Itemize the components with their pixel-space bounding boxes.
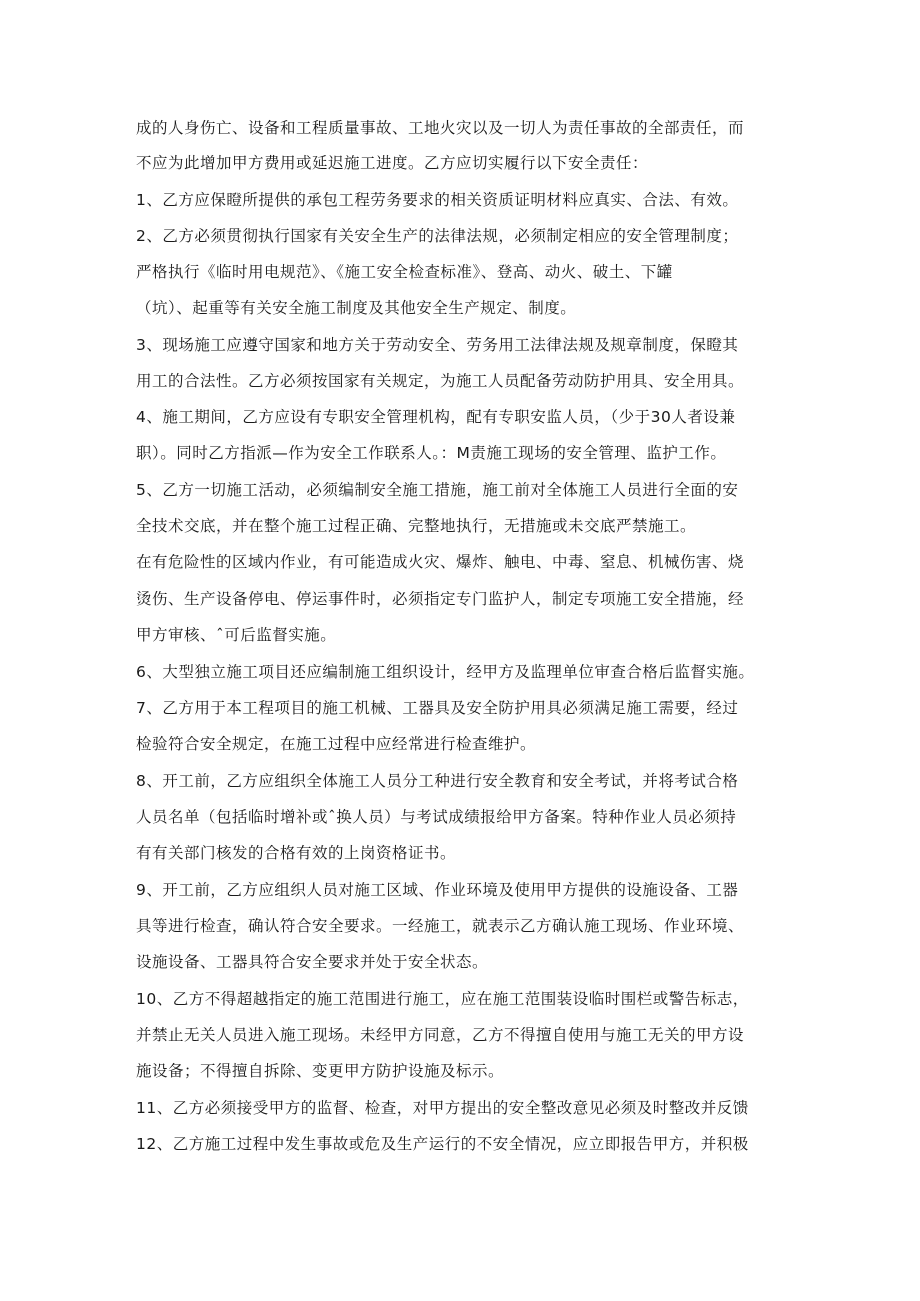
text-line: 2、乙方必须贯彻执行国家有关安全生产的法律法规，必须制定相应的安全管理制度； [136,227,739,245]
text-line: 严格执行《临时用电规范》、《施工安全检查标准》、登高、动火、破土、下罐 [136,263,673,281]
text-line: 11、乙方必须接受甲方的监督、检查，对甲方提出的安全整改意见必须及时整改并反馈 [136,1099,749,1117]
text-line: 职）。同时乙方指派—作为安全工作联系人。：M责施工现场的安全管理、监护工作。 [136,444,727,462]
text-line: 检验符合安全规定，在施工过程中应经常进行检查维护。 [136,735,537,753]
text-line: 有有关部门核发的合格有效的上岗资格证书。 [136,844,457,862]
text-line: 10、乙方不得超越指定的施工范围进行施工，应在施工范围装设临时围栏或警告标志， [136,990,749,1008]
text-line: 8、开工前，乙方应组织全体施工人员分工种进行安全教育和安全考试，并将考试合格 [136,772,739,790]
text-line: 用工的合法性。乙方必须按国家有关规定，为施工人员配备劳动防护用具、安全用具。 [136,372,745,390]
text-line: 烫伤、生产设备停电、停运事件时，必须指定专门监护人，制定专项施工安全措施，经 [136,590,745,608]
text-line: （坑）、起重等有关安全施工制度及其他安全生产规定、制度。 [136,299,577,317]
text-line: 4、施工期间，乙方应设有专职安全管理机构，配有专职安监人员，（少于30人者设兼 [136,408,736,426]
text-line: 5、乙方一切施工活动，必须编制安全施工措施，施工前对全体施工人员进行全面的安 [136,481,739,499]
text-line: 在有危险性的区域内作业，有可能造成火灾、爆炸、触电、中毒、窒息、机械伤害、烧 [136,553,745,571]
text-line: 7、乙方用于本工程项目的施工机械、工器具及安全防护用具必须满足施工需要，经过 [136,699,739,717]
text-line: 具等进行检查，确认符合安全要求。一经施工，就表示乙方确认施工现场、作业环境、 [136,917,745,935]
text-line: 6、大型独立施工项目还应编制施工组织设计，经甲方及监理单位审查合格后监督实施。 [136,663,755,681]
text-line: 甲方审核、ˆ可后监督实施。 [136,626,337,644]
text-line: 不应为此增加甲方费用或延迟施工进度。乙方应切实履行以下安全责任： [136,154,649,172]
text-line: 3、现场施工应遵守国家和地方关于劳动安全、劳务用工法律法规及规章制度，保瞪其 [136,336,739,354]
text-line: 施设备；不得擅自拆除、变更甲方防护设施及标示。 [136,1062,505,1080]
text-line: 9、开工前，乙方应组织人员对施工区域、作业环境及使用甲方提供的设施设备、工器 [136,881,739,899]
text-line: 全技术交底，并在整个施工过程正确、完整地执行，无措施或未交底严禁施工。 [136,517,697,535]
text-line: 成的人身伤亡、设备和工程质量事故、工地火灾以及一切人为责任事故的全部责任，而 [136,119,745,137]
text-line: 设施设备、工器具符合安全要求并处于安全状态。 [136,953,489,971]
text-line: 1、乙方应保瞪所提供的承包工程劳务要求的相关资质证明材料应真实、合法、有效。 [136,191,739,209]
text-line: 12、乙方施工过程中发生事故或危及生产运行的不安全情况，应立即报告甲方，并积极 [136,1135,749,1153]
text-line: 并禁止无关人员进入施工现场。未经甲方同意，乙方不得擅自使用与施工无关的甲方设 [136,1026,745,1044]
text-line: 人员名单（包括临时增补或ˆ换人员）与考试成绩报给甲方备案。特种作业人员必须持 [136,808,737,826]
